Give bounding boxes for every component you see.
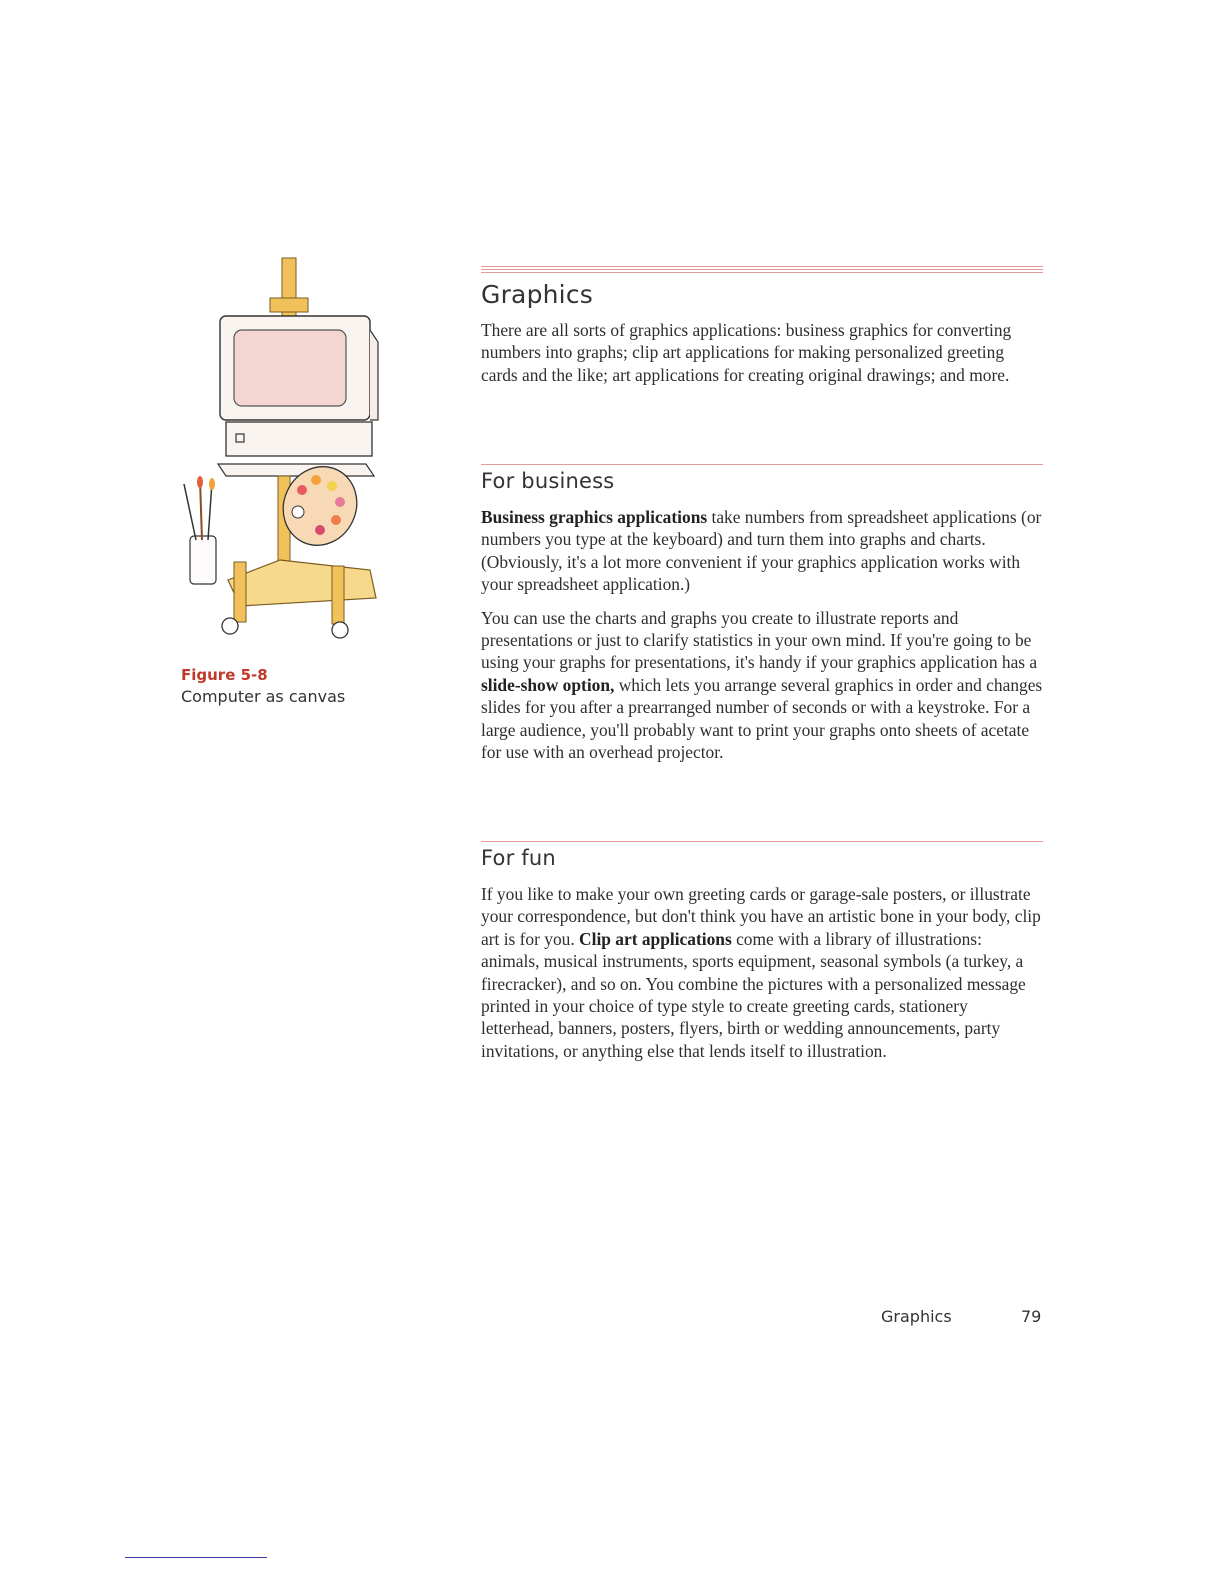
section-graphics bbox=[481, 280, 1043, 386]
section-rule-top bbox=[481, 266, 1043, 276]
page-title: Graphics bbox=[481, 280, 594, 309]
business-paragraph-2-end: which lets you arrange several graphics in order and changes slides for you after a prearranged number of seconds or with a keystroke. For a large audience, you'll probably want to print your graphs onto sheets of acetate for use with an overhead projector. bbox=[481, 674, 1043, 763]
graphics-intro-paragraph: There are all sorts of graphics applications: business graphics for converting numbers into graphs; clip art applications for making personalized greeting cards and the like; art applications for creating original drawings; and more. bbox=[481, 320, 1012, 385]
fun-paragraph-end: come with a library of illustrations: animals, musical instruments, sports equipment, seasonal symbols (a turkey, a firecracker), and so on. You combine the pictures with a personalized message printed in your choice of type style to create greeting cards, stationery letterhead, banners, posters, flyers, birth or wedding announcements, party invitations, or anything else that lends itself to illustration. bbox=[481, 928, 1026, 1061]
footer-section-title: Graphics bbox=[881, 1307, 952, 1326]
figure-label: Figure 5-8 bbox=[181, 666, 268, 684]
section-rule-fun bbox=[481, 841, 1043, 842]
fun-paragraph bbox=[481, 883, 1043, 1062]
business-paragraph-2-start: You can use the charts and graphs you create to illustrate reports and presentations or just to clarify statistics in your own mind. If you're going to be using your graphs for presentations, it's handy if your graphics application has a bbox=[481, 607, 1038, 673]
business-term-bold: Business graphics applications bbox=[481, 507, 708, 527]
fun-paragraph-start: If you like to make your own greeting cards or garage-sale posters, or illustrate your correspondence, but don't think you have an artistic bone in your body, clip art is for you. bbox=[481, 884, 1041, 949]
slide-show-term-bold: slide-show option, bbox=[481, 674, 615, 695]
section-business bbox=[481, 469, 1043, 763]
clip-art-term-bold: Clip art applications bbox=[579, 928, 732, 949]
section-fun bbox=[481, 846, 1043, 1062]
business-paragraph-1 bbox=[481, 506, 1043, 596]
business-paragraph-2 bbox=[481, 607, 1043, 764]
figure-caption-text: Computer as canvas bbox=[181, 687, 346, 706]
business-heading: For business bbox=[481, 469, 615, 493]
fun-heading: For fun bbox=[481, 846, 556, 870]
section-rule-business bbox=[481, 464, 1043, 465]
bottom-divider bbox=[125, 1557, 267, 1558]
figure-caption bbox=[181, 664, 401, 708]
business-paragraph-1-text: take numbers from spreadsheet applications (or numbers you type at the keyboard) and turn them into graphs and charts. (Obviously, it's a lot more convenient if your graphics application works with your spreadsheet application.) bbox=[481, 507, 1042, 595]
footer-page-number: 79 bbox=[1021, 1307, 1042, 1326]
easel-computer-icon bbox=[170, 250, 390, 650]
